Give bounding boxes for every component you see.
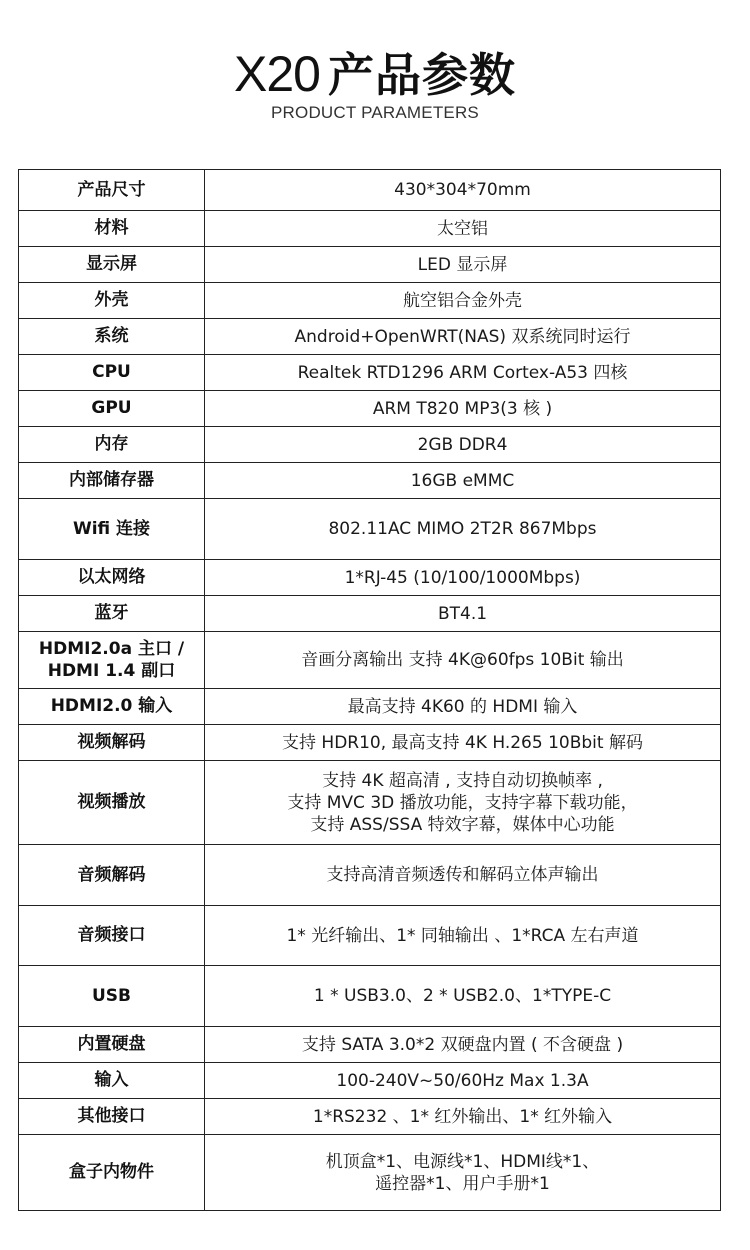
- spec-label: [19, 391, 205, 427]
- spec-row: [19, 560, 721, 596]
- spec-value: [205, 1027, 721, 1063]
- spec-value-line: 802.11AC MIMO 2T2R 867Mbps: [328, 519, 597, 539]
- spec-label-line: 外壳: [94, 290, 129, 311]
- spec-value: [205, 247, 721, 283]
- spec-label-line: 系统: [94, 326, 129, 347]
- spec-value: [205, 689, 721, 725]
- spec-row: [19, 211, 721, 247]
- spec-label-line: 内存: [94, 434, 129, 455]
- spec-value-line: 支持 MVC 3D 播放功能，支持字幕下载功能，: [287, 792, 638, 813]
- spec-row: [19, 632, 721, 689]
- spec-row: [19, 427, 721, 463]
- spec-label-line: CPU: [92, 362, 131, 383]
- spec-label-line: 视频播放: [77, 792, 146, 813]
- spec-label-line: 内部储存器: [69, 470, 154, 491]
- spec-value: [205, 283, 721, 319]
- spec-label: [19, 906, 205, 966]
- spec-label-line: 显示屏: [86, 254, 137, 275]
- spec-value: [205, 319, 721, 355]
- spec-label: [19, 1027, 205, 1063]
- spec-value-line: Android+OpenWRT(NAS) 双系统同时运行: [294, 326, 631, 347]
- spec-row: [19, 247, 721, 283]
- spec-value-line: 支持 ASS/SSA 特效字幕，媒体中心功能: [310, 814, 615, 835]
- spec-label: [19, 283, 205, 319]
- spec-value: [205, 845, 721, 906]
- title-cn: 产品参数: [327, 48, 516, 102]
- spec-label-line: USB: [91, 985, 131, 1006]
- spec-value: [205, 211, 721, 247]
- spec-label-line: Wifi 连接: [72, 518, 151, 539]
- spec-value-line: 1*RJ-45 (10/100/1000Mbps): [344, 567, 581, 588]
- spec-label-line: 视频解码: [77, 732, 146, 753]
- spec-row: [19, 499, 721, 560]
- spec-value-line: ARM T820 MP3(3 核 ): [372, 398, 553, 419]
- spec-label-line: 以太网络: [77, 567, 146, 588]
- spec-row: [19, 391, 721, 427]
- spec-label-line: 盒子内物件: [69, 1162, 154, 1183]
- spec-value-line: 16GB eMMC: [410, 470, 515, 491]
- spec-row: [19, 689, 721, 725]
- spec-value: [205, 966, 721, 1027]
- page-subtitle: PRODUCT PARAMETERS: [271, 103, 479, 122]
- spec-label: [19, 499, 205, 560]
- spec-row: [19, 761, 721, 845]
- spec-value-line: 1 * USB3.0、2 * USB2.0、1*TYPE-C: [313, 986, 612, 1006]
- spec-value-line: 航空铝合金外壳: [403, 290, 522, 311]
- spec-value: [205, 632, 721, 689]
- spec-value-line: 机顶盒*1、电源线*1、HDMI线*1、: [325, 1151, 600, 1172]
- spec-value: [205, 427, 721, 463]
- spec-value-line: 音画分离输出 支持 4K@60fps 10Bit 输出: [301, 650, 624, 670]
- spec-label-line: 输入: [94, 1070, 129, 1091]
- spec-value: [205, 463, 721, 499]
- spec-label-line: 内置硬盘: [77, 1034, 146, 1055]
- spec-row: [19, 1027, 721, 1063]
- spec-label: [19, 1135, 205, 1211]
- spec-value-line: 430*304*70mm: [394, 180, 531, 200]
- spec-value-line: 支持 HDR10, 最高支持 4K H.265 10Bbit 解码: [282, 732, 643, 753]
- spec-value: [205, 596, 721, 632]
- spec-label: [19, 247, 205, 283]
- spec-value: [205, 761, 721, 845]
- spec-label: [19, 845, 205, 906]
- spec-value-line: 支持高清音频透传和解码立体声输出: [326, 865, 599, 885]
- spec-value: [205, 1135, 721, 1211]
- spec-value-line: 支持 SATA 3.0*2 双硬盘内置 ( 不含硬盘 ): [301, 1034, 624, 1055]
- spec-value-line: Realtek RTD1296 ARM Cortex-A53 四核: [297, 362, 628, 383]
- spec-label: [19, 689, 205, 725]
- spec-label: [19, 1099, 205, 1135]
- spec-row: [19, 355, 721, 391]
- spec-row: [19, 596, 721, 632]
- spec-row: [19, 319, 721, 355]
- spec-row: [19, 1099, 721, 1135]
- model-name: X20: [234, 46, 320, 102]
- spec-label: [19, 725, 205, 761]
- spec-label: [19, 596, 205, 632]
- spec-value-line: 2GB DDR4: [417, 434, 508, 455]
- spec-row: [19, 283, 721, 319]
- spec-value-line: 支持 4K 超高清 , 支持自动切换帧率 ,: [322, 770, 603, 791]
- spec-label-line: 音频解码: [77, 864, 146, 885]
- spec-table: [18, 169, 721, 1211]
- spec-row: [19, 966, 721, 1027]
- spec-value: [205, 355, 721, 391]
- spec-value: [205, 906, 721, 966]
- spec-label-line: HDMI2.0 输入: [50, 696, 173, 717]
- spec-label-line: 其他接口: [77, 1106, 146, 1127]
- spec-label: [19, 355, 205, 391]
- page-header: [0, 0, 750, 170]
- spec-row: [19, 725, 721, 761]
- spec-label: [19, 170, 205, 211]
- spec-label-line: 音频接口: [77, 925, 146, 946]
- spec-value: [205, 725, 721, 761]
- spec-row: [19, 1135, 721, 1211]
- spec-label-line: 材料: [94, 218, 129, 239]
- spec-row: [19, 906, 721, 966]
- spec-value-line: BT4.1: [437, 603, 488, 624]
- spec-label: [19, 427, 205, 463]
- spec-value-line: LED 显示屏: [417, 254, 508, 275]
- spec-value-line: 100-240V~50/60Hz Max 1.3A: [336, 1070, 589, 1091]
- spec-label: [19, 632, 205, 689]
- spec-value: [205, 1099, 721, 1135]
- spec-row: [19, 170, 721, 211]
- spec-value: [205, 1063, 721, 1099]
- spec-label: [19, 319, 205, 355]
- spec-label: [19, 966, 205, 1027]
- spec-table-body: [19, 170, 721, 1211]
- spec-label: [19, 1063, 205, 1099]
- spec-label: [19, 761, 205, 845]
- spec-value: [205, 560, 721, 596]
- spec-label: [19, 463, 205, 499]
- spec-row: [19, 845, 721, 906]
- spec-value: [205, 391, 721, 427]
- spec-label-line: 产品尺寸: [77, 179, 146, 200]
- spec-value-line: 最高支持 4K60 的 HDMI 输入: [347, 696, 578, 717]
- spec-label: [19, 560, 205, 596]
- spec-value-line: 遥控器*1、用户手册*1: [375, 1173, 550, 1194]
- spec-row: [19, 463, 721, 499]
- spec-value-line: 太空铝: [437, 218, 488, 239]
- spec-label-line: GPU: [91, 398, 132, 419]
- spec-label: [19, 211, 205, 247]
- spec-value: [205, 170, 721, 211]
- spec-label-line: 蓝牙: [94, 603, 129, 624]
- spec-label-line: HDMI2.0a 主口 /: [38, 638, 185, 659]
- spec-value-line: 1* 光纤输出、1* 同轴输出 、1*RCA 左右声道: [286, 925, 639, 946]
- spec-value: [205, 499, 721, 560]
- spec-value-line: 1*RS232 、1* 红外输出、1* 红外输入: [312, 1106, 613, 1127]
- spec-label-line: HDMI 1.4 副口: [47, 661, 176, 681]
- page-title: [0, 42, 750, 106]
- spec-row: [19, 1063, 721, 1099]
